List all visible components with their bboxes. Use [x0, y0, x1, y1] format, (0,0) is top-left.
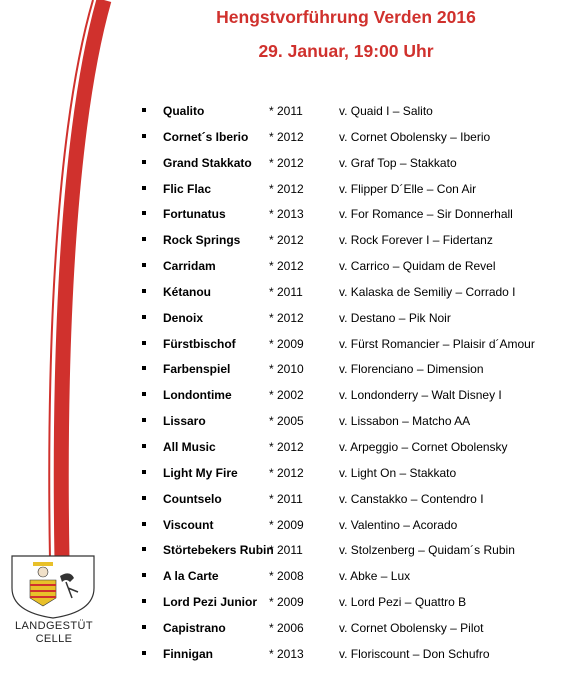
bullet-icon	[142, 315, 146, 319]
bullet-icon	[142, 134, 146, 138]
bullet-icon	[142, 444, 146, 448]
birth-year: * 2012	[269, 129, 304, 144]
stallion-name: Qualito	[163, 104, 205, 118]
bullet-icon	[142, 160, 146, 164]
pedigree: v. Cornet Obolensky – Iberio	[339, 129, 491, 144]
stallion-name: Cornet´s Iberio	[163, 129, 249, 144]
birth-year: * 2010	[269, 362, 304, 377]
bullet-icon	[142, 211, 146, 215]
birth-year: * 2012	[269, 259, 304, 274]
bullet-icon	[142, 341, 146, 345]
birth-year: * 2012	[269, 181, 304, 196]
pedigree: v. Flipper D´Elle – Con Air	[339, 181, 477, 196]
birth-year: * 2013	[269, 646, 304, 661]
birth-year: * 2009	[269, 595, 304, 610]
stallion-name: Denoix	[163, 310, 204, 325]
birth-year: * 2012	[269, 155, 304, 170]
birth-year: * 2012	[269, 310, 304, 325]
pedigree: v. Londonderry – Walt Disney I	[339, 388, 502, 403]
stallion-name: Viscount	[163, 517, 214, 532]
bullet-icon	[142, 496, 146, 500]
logo-text-line1: LANDGESTÜT	[15, 620, 93, 632]
bullet-icon	[142, 470, 146, 474]
stallion-name: Kétanou	[163, 284, 211, 299]
stallion-name: Fürstbischof	[163, 336, 236, 351]
birth-year: * 2008	[269, 569, 304, 584]
birth-year: * 2011	[269, 491, 303, 506]
pedigree: v. Rock Forever I – Fidertanz	[339, 233, 493, 248]
stallion-name: All Music	[163, 439, 216, 454]
stallion-name: Störtebekers Rubin	[163, 543, 274, 558]
bullet-icon	[142, 392, 146, 396]
pedigree: v. Cornet Obolensky – Pilot	[339, 620, 484, 635]
birth-year: * 2011	[269, 104, 303, 118]
pedigree: v. Quaid I – Salito	[339, 104, 433, 118]
bullet-icon	[142, 651, 146, 655]
bullet-icon	[142, 547, 146, 551]
pedigree: v. Florenciano – Dimension	[339, 362, 484, 377]
bullet-icon	[142, 522, 146, 526]
birth-year: * 2009	[269, 336, 304, 351]
bullet-icon	[142, 625, 146, 629]
bullet-icon	[142, 108, 146, 112]
stallion-name: Flic Flac	[163, 181, 212, 196]
stallion-name: Lissaro	[163, 414, 206, 429]
page-subtitle: 29. Januar, 19:00 Uhr	[258, 41, 434, 61]
stallion-name: A la Carte	[163, 569, 219, 584]
pedigree: v. Light On – Stakkato	[339, 465, 457, 480]
stallion-name: Countselo	[163, 491, 222, 506]
birth-year: * 2012	[269, 465, 304, 480]
pedigree: v. For Romance – Sir Donnerhall	[339, 207, 513, 222]
bullet-icon	[142, 263, 146, 267]
stallion-name: Lord Pezi Junior	[163, 595, 258, 610]
bullet-icon	[142, 186, 146, 190]
pedigree: v. Canstakko – Contendro I	[339, 491, 484, 506]
birth-year: * 2011	[269, 543, 303, 558]
stallion-name: Fortunatus	[163, 207, 226, 222]
pedigree: v. Destano – Pik Noir	[339, 310, 451, 325]
bullet-icon	[142, 237, 146, 241]
birth-year: * 2012	[269, 439, 304, 454]
stallion-name: Carridam	[163, 259, 216, 274]
logo-text-line2: CELLE	[35, 633, 73, 645]
birth-year: * 2005	[269, 414, 304, 429]
pedigree: v. Stolzenberg – Quidam´s Rubin	[339, 543, 515, 558]
birth-year: * 2012	[269, 233, 304, 248]
pedigree: v. Arpeggio – Cornet Obolensky	[339, 439, 508, 454]
pedigree: v. Lissabon – Matcho AA	[339, 414, 471, 429]
bullet-icon	[142, 573, 146, 577]
decorative-swoosh	[0, 0, 120, 560]
birth-year: * 2009	[269, 517, 304, 532]
birth-year: * 2006	[269, 620, 304, 635]
pedigree: v. Fürst Romancier – Plaisir d´Amour	[339, 336, 535, 351]
stallion-name: Light My Fire	[163, 465, 238, 480]
crest-shield-icon	[8, 552, 98, 620]
stallion-name: Farbenspiel	[163, 362, 231, 377]
pedigree: v. Floriscount – Don Schufro	[339, 646, 490, 661]
stallion-name: Londontime	[163, 388, 232, 403]
birth-year: * 2013	[269, 207, 304, 222]
page-title: Hengstvorführung Verden 2016	[216, 7, 476, 27]
stallion-name: Capistrano	[163, 620, 226, 635]
pedigree: v. Graf Top – Stakkato	[339, 155, 457, 170]
stallion-name: Grand Stakkato	[163, 155, 252, 170]
pedigree: v. Carrico – Quidam de Revel	[339, 259, 496, 274]
pedigree: v. Valentino – Acorado	[339, 517, 458, 532]
stallion-name: Finnigan	[163, 646, 213, 661]
pedigree: v. Kalaska de Semiliy – Corrado I	[339, 284, 516, 299]
bullet-icon	[142, 599, 146, 603]
pedigree: v. Abke – Lux	[339, 569, 411, 584]
bullet-icon	[142, 366, 146, 370]
birth-year: * 2002	[269, 388, 304, 403]
bullet-icon	[142, 289, 146, 293]
bullet-icon	[142, 418, 146, 422]
stallion-name: Rock Springs	[163, 233, 241, 248]
birth-year: * 2011	[269, 284, 303, 299]
pedigree: v. Lord Pezi – Quattro B	[339, 595, 467, 610]
